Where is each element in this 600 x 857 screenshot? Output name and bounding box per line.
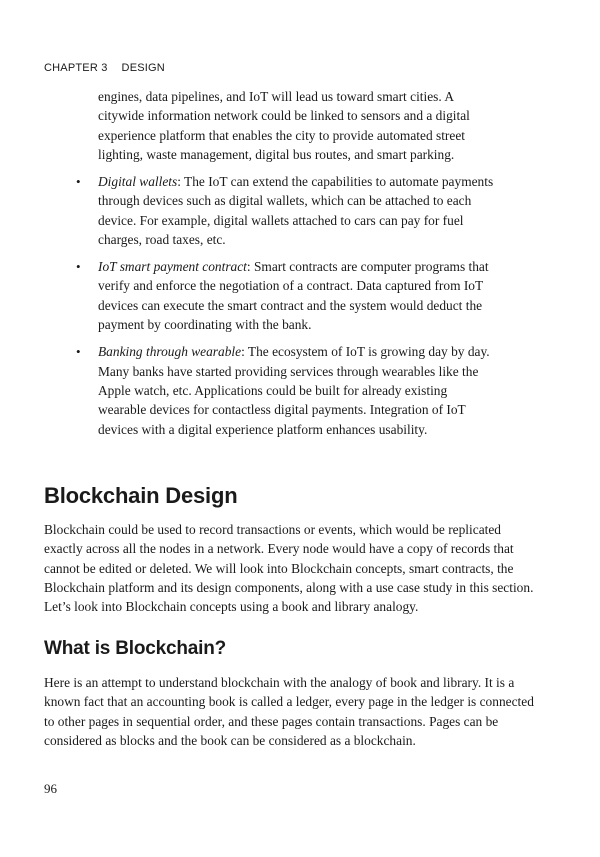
bullet-list [76, 172, 496, 447]
bullet-icon: • [76, 259, 81, 275]
continuation-paragraph: engines, data pipelines, and IoT will lead us toward smart cities. A citywide information network could be linked to sensors and a digital experience platform that enables the city to provide automated street lighting, waste management, digital bus routes, and smart parking. [98, 89, 470, 162]
bullet-term: IoT smart payment contract [98, 259, 247, 275]
section-body-blockchain-design: Blockchain could be used to record transactions or events, which would be replicated exactly across all the nodes in a network. Every node would have a copy of records that cannot be edited or deleted. We will look into Blockchain concepts, smart contracts, the Blockchain platform and its design components, along with a use case study in this section. Let’s look into Blockchain concepts using a book and library analogy. [44, 522, 534, 615]
list-item [76, 172, 496, 249]
list-item [76, 257, 496, 334]
bullet-term: Digital wallets [98, 174, 178, 189]
page-number: 96 [44, 781, 57, 796]
bullet-text: : The IoT can extend the capabilities to automate payments through devices such as digital wallets, which can be attached to each device. For example, digital wallets attached to cars can pay for fuel charges, road taxes, etc. [98, 174, 494, 247]
bullet-term: Banking through wearable [98, 344, 242, 360]
section-heading-blockchain-design: Blockchain Design [44, 483, 238, 508]
header-chapter: CHAPTER 3 [44, 62, 108, 74]
list-item [76, 342, 496, 438]
bullet-icon: • [76, 344, 81, 360]
bullet-icon: • [76, 174, 81, 189]
running-header [44, 62, 165, 74]
bullet-text: : Smart contracts are computer programs that verify and enforce the negotiation of a contract. Data captured from IoT devices can execute the smart contract and the system would deduct the payment by coordinating with the bank. [98, 259, 489, 333]
section-heading-what-is-blockchain: What is Blockchain? [44, 638, 227, 659]
section-body-what-is-blockchain: Here is an attempt to understand blockchain with the analogy of book and library. It is a known fact that an accounting book is called a ledger, every page in the ledger is connected to other pages in sequential order, and these pages contain transactions. Pages can be considered as blocks and the book can be considered as a blockchain. [44, 675, 534, 748]
header-section: DESIGN [121, 62, 165, 74]
bullet-text: : The ecosystem of IoT is growing day by day. Many banks have started providing services through wearables like the Apple watch, etc. Applications could be built for already existing wearable devices for contactless digital payments. Integration of IoT devices with a digital experience platform enhances usability. [98, 344, 490, 437]
